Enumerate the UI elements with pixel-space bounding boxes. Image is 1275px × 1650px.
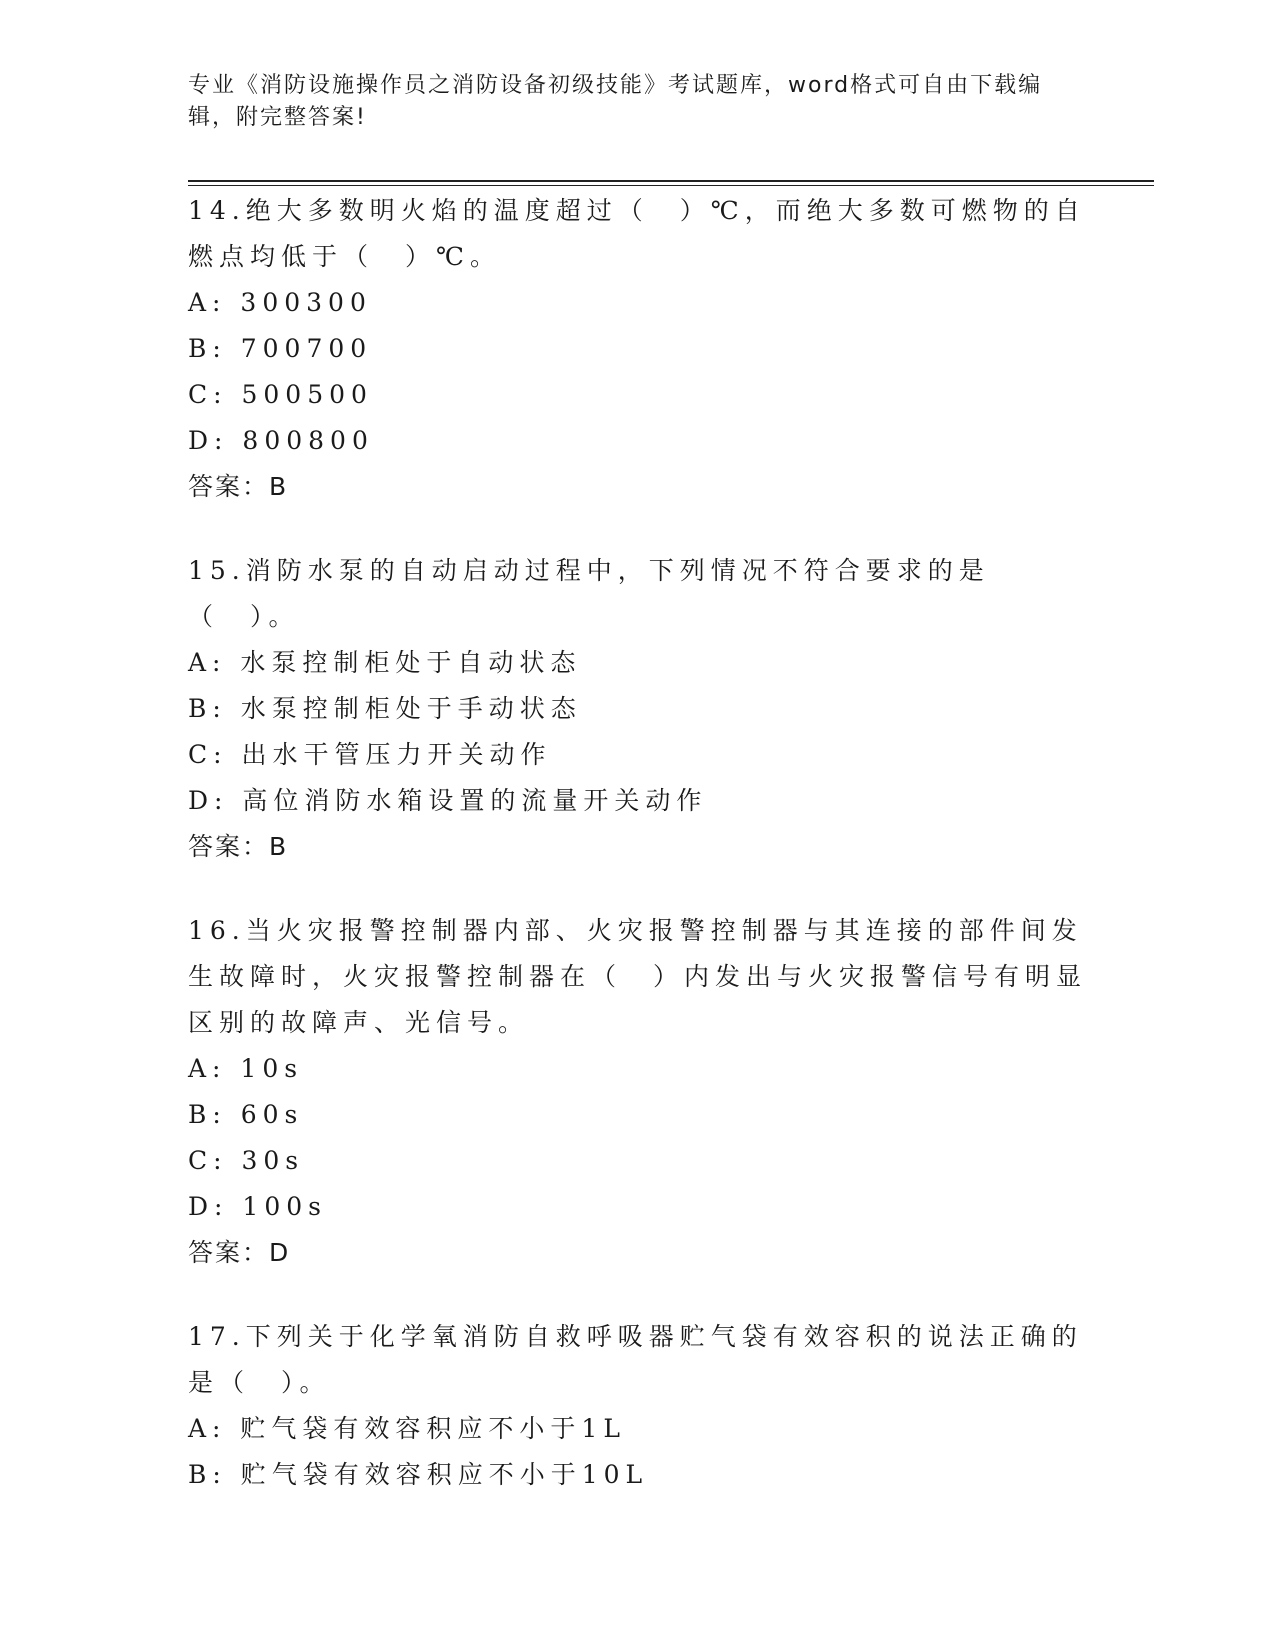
question-stem: 15.消防水泵的自动启动过程中，下列情况不符合要求的是（ ）。 [188, 556, 990, 631]
question-14 [188, 188, 1088, 510]
option-d: D: 高位消防水箱设置的流量开关动作 [188, 786, 708, 815]
option-c: C: 500500 [188, 380, 373, 409]
option-d: D: 100s [188, 1192, 327, 1221]
option-b: B: 700700 [188, 334, 373, 363]
option-d: D: 800800 [188, 426, 374, 455]
question-stem: 16.当火灾报警控制器内部、火灾报警控制器与其连接的部件间发生故障时，火灾报警控制器在（ ）内发出与火灾报警信号有明显区别的故障声、光信号。 [188, 916, 1088, 1037]
option-b: B: 贮气袋有效容积应不小于10L [188, 1460, 649, 1489]
question-17 [188, 1314, 1088, 1498]
option-a: A: 300300 [188, 288, 372, 317]
question-16 [188, 908, 1088, 1276]
header-divider-thin [188, 185, 1154, 186]
question-stem: 17.下列关于化学氧消防自救呼吸器贮气袋有效容积的说法正确的是（ ）。 [188, 1322, 1083, 1397]
answer: 答案：B [188, 832, 289, 861]
option-b: B: 60s [188, 1100, 304, 1129]
option-a: A: 水泵控制柜处于自动状态 [188, 648, 582, 677]
document-header: 专业《消防设施操作员之消防设备初级技能》考试题库，word格式可自由下载编辑，附完整答案! [188, 73, 1043, 130]
question-stem: 14.绝大多数明火焰的温度超过（ ）℃，而绝大多数可燃物的自燃点均低于（ ）℃。 [188, 196, 1086, 271]
answer: 答案：B [188, 472, 289, 501]
option-c: C: 30s [188, 1146, 305, 1175]
header-divider [188, 180, 1154, 182]
option-a: A: 10s [188, 1054, 304, 1083]
option-c: C: 出水干管压力开关动作 [188, 740, 552, 769]
question-list [188, 188, 1088, 1536]
question-15 [188, 548, 1088, 870]
option-b: B: 水泵控制柜处于手动状态 [188, 694, 582, 723]
option-a: A: 贮气袋有效容积应不小于1L [188, 1414, 626, 1443]
answer: 答案：D [188, 1238, 291, 1267]
